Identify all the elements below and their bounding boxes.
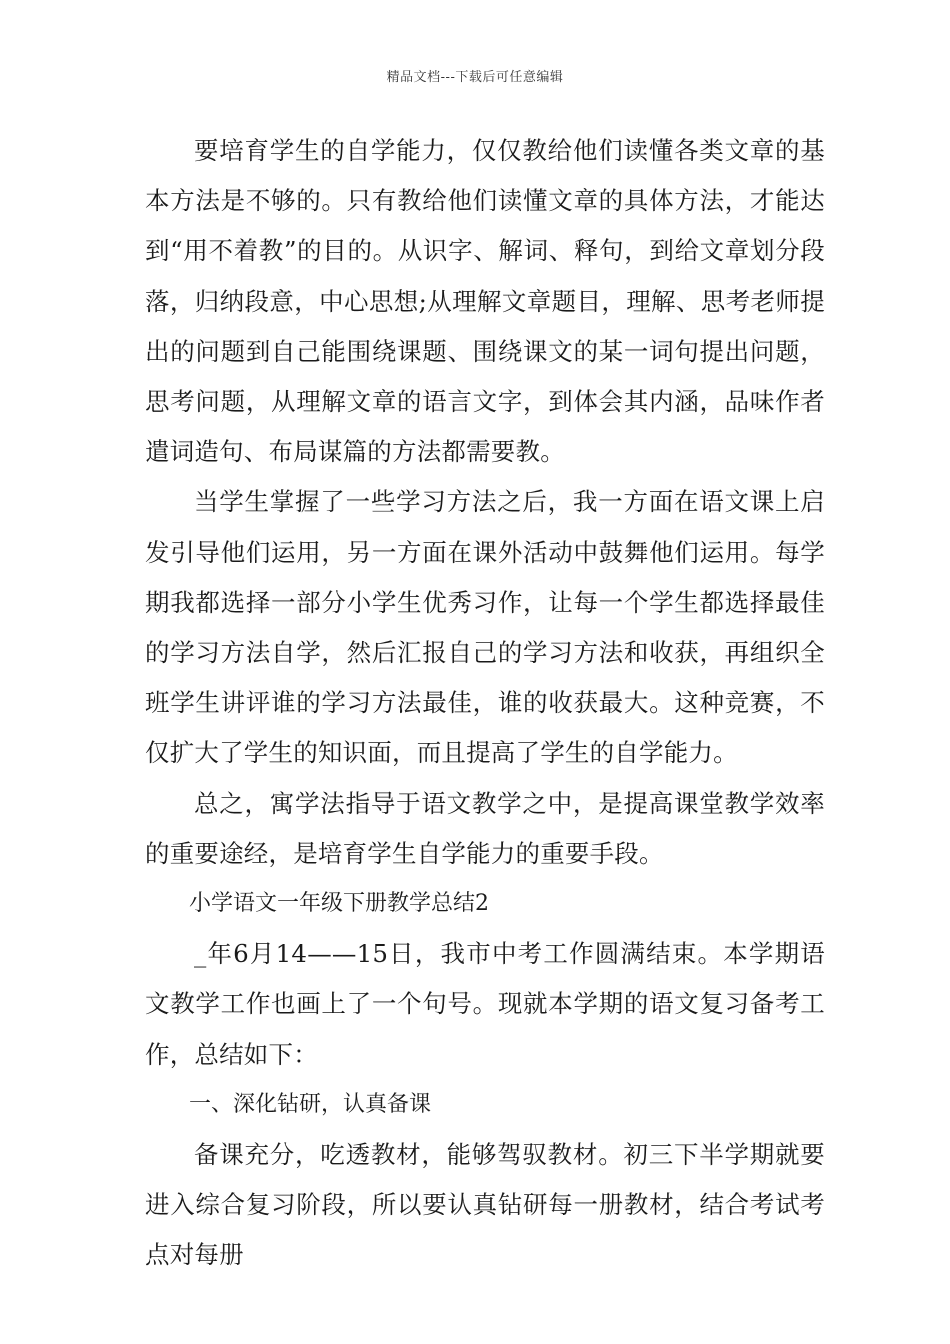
subsection-heading: 一、深化钻研，认真备课 [189, 1091, 432, 1117]
paragraph-conclusion: 总之，寓学法指导于语文教学之中，是提高课堂教学效率的重要途经，是培育学生自学能力的重要手段。 [145, 788, 825, 868]
document-body [145, 126, 825, 1281]
section-title: 小学语文一年级下册教学总结2 [189, 891, 489, 917]
paragraph-applying-methods: 当学生掌握了一些学习方法之后，我一方面在语文课上启发引导他们运用，另一方面在课外活动中鼓舞他们运用。每学期我都选择一部分小学生优秀习作，让每一个学生都选择最佳的学习方法自学，然后汇报自己的学习方法和收获，再组织全班学生讲评谁的学习方法最佳，谁的收获最大。这种竞赛，不仅扩大了学生的知识面，而且提高了学生的自学能力。 [145, 487, 825, 768]
page-header: 精品文档---下载后可任意编辑 [386, 70, 564, 85]
paragraph-exam-summary: _年6月14——15日，我市中考工作圆满结束。本学期语文教学工作也画上了一个句号。现就本学期的语文复习备考工作，总结如下： [145, 939, 825, 1069]
paragraph-lesson-prep: 备课充分，吃透教材，能够驾驭教材。初三下半学期就要进入综合复习阶段，所以要认真钻研每一册教材，结合考试考点对每册 [145, 1140, 825, 1270]
paragraph-self-study-methods: 要培育学生的自学能力，仅仅教给他们读懂各类文章的基本方法是不够的。只有教给他们读懂文章的具体方法，才能达到“用不着教”的目的。从识字、解词、释句，到给文章划分段落，归纳段意，中心思想;从理解文章题目，理解、思考老师提出的问题到自己能围绕课题、围绕课文的某一词句提出问题，思考问题，从理解文章的语言文字，到体会其内涵，品味作者遣词造句、布局谋篇的方法都需要教。 [145, 136, 825, 467]
